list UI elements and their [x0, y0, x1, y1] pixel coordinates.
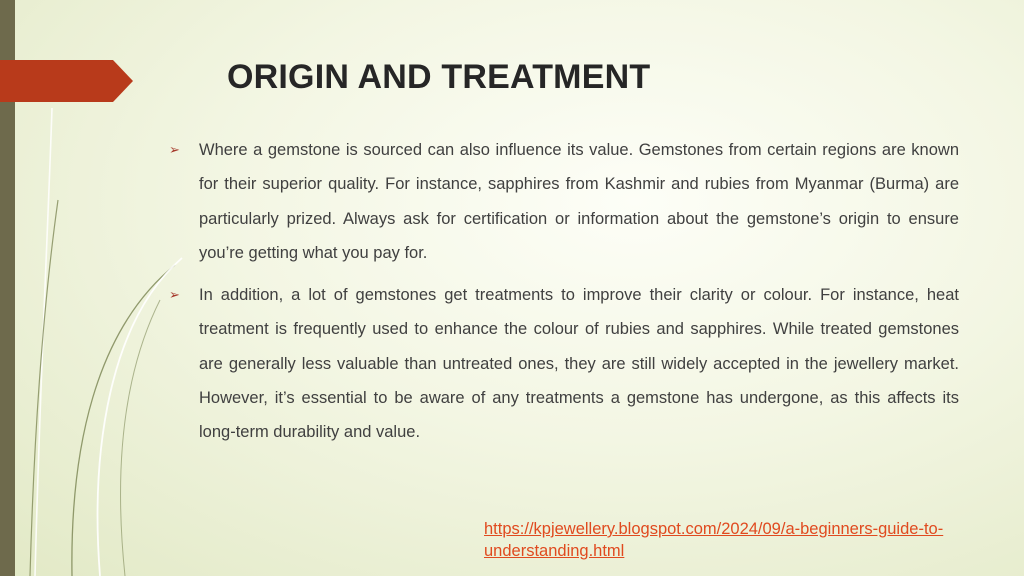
- arrow-bullet-icon: ➢: [169, 142, 180, 157]
- title-arrow-accent: [0, 60, 133, 102]
- arrow-bullet-icon: ➢: [169, 287, 180, 303]
- bullet-text: Where a gemstone is sourced can also influence its value. Gemstones from certain regions are known for their superior quality. For instance, sapphires from Kashmir and rubies from Myanmar (Burma) are particularly prized. Always ask for certification or information about the gemstone’s origin to ensure you’re getting what you pay for.: [199, 141, 959, 262]
- bullet-list: [165, 133, 959, 458]
- bullet-origin: [165, 133, 959, 270]
- bullet-treatment: [165, 278, 959, 449]
- source-link[interactable]: https://kpjewellery.blogspot.com/2024/09/a-beginners-guide-to-understanding.html: [484, 520, 944, 560]
- bullet-text: In addition, a lot of gemstones get treatments to improve their clarity or colour. For instance, heat treatment is frequently used to enhance the colour of rubies and sapphires. While treated gemstones are generally less valuable than untreated ones, they are still widely accepted in the jewellery market. However, it’s essential to be aware of any treatments a gemstone has undergone, as this affects its long-term durability and value.: [199, 286, 959, 442]
- slide-title: ORIGIN AND TREATMENT: [227, 58, 651, 96]
